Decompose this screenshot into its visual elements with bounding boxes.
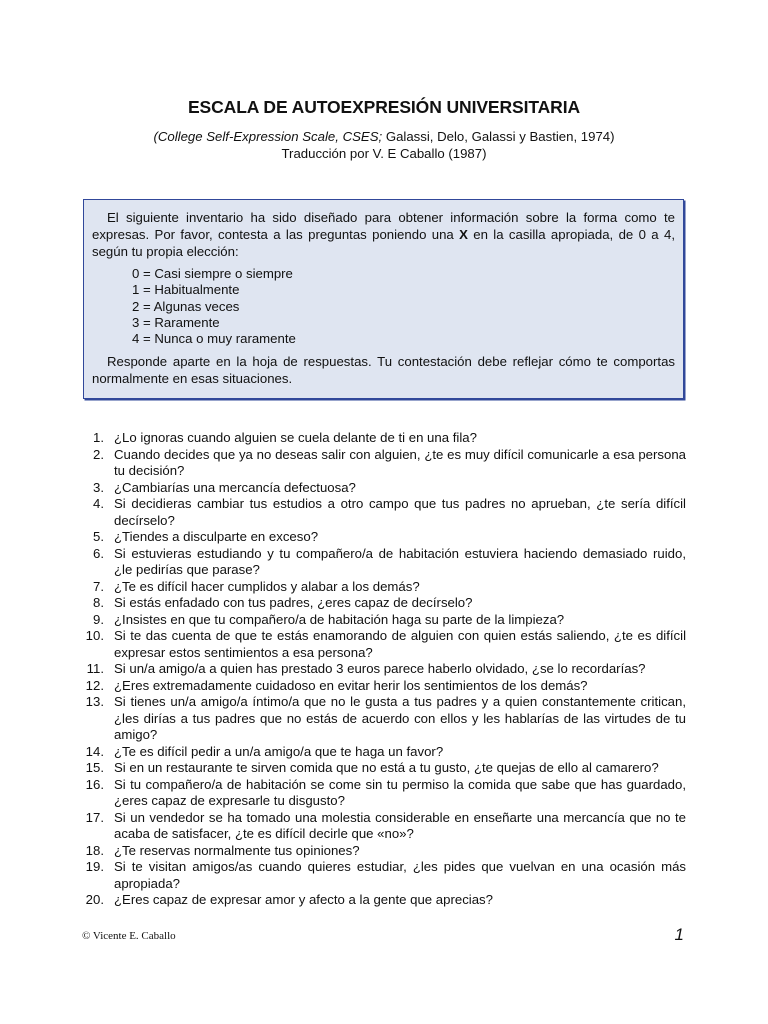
question-item xyxy=(82,843,686,860)
question-item xyxy=(82,777,686,810)
question-item xyxy=(82,447,686,480)
question-item xyxy=(82,496,686,529)
subtitle-block xyxy=(0,128,768,162)
question-item xyxy=(82,529,686,546)
question-number: 8. xyxy=(93,595,104,610)
question-number: 3. xyxy=(93,479,104,495)
question-text: Si tienes un/a amigo/a íntimo/a que no le gusta a tus padres y a quien constantemente critican, ¿les dirías a tus padres que no estás de acuerdo con ellos y les hablarías de las virtudes de tu amigo? xyxy=(114,694,686,742)
scale-item: 1 = Habitualmente xyxy=(132,282,240,298)
question-number: 17. xyxy=(85,809,104,825)
question-item xyxy=(82,744,686,761)
question-item xyxy=(82,892,686,909)
instructions-closing: Responde aparte en la hoja de respuestas. Tu contestación debe reflejar cómo te comportas normalmente en esas situaciones. xyxy=(92,354,675,387)
question-number: 19. xyxy=(85,859,104,874)
page-number: 1 xyxy=(674,925,684,944)
question-number: 1. xyxy=(93,430,104,445)
question-list xyxy=(82,430,686,909)
question-item xyxy=(82,579,686,596)
scale-item: 4 = Nunca o muy raramente xyxy=(132,331,296,347)
question-text: Si te das cuenta de que te estás enamorando de alguien con quien estás saliendo, ¿te es difícil expresar estos sentimientos a esa persona? xyxy=(114,628,686,660)
question-item xyxy=(82,595,686,612)
question-item xyxy=(82,546,686,579)
question-text: Si estás enfadado con tus padres, ¿eres capaz de decírselo? xyxy=(114,595,473,610)
question-text: Si decidieras cambiar tus estudios a otro campo que tus padres no aprueban, ¿te sería difícil decírselo? xyxy=(114,496,686,528)
source-citation xyxy=(0,128,768,145)
question-text: ¿Eres capaz de expresar amor y afecto a la gente que aprecias? xyxy=(114,892,493,907)
question-number: 4. xyxy=(93,496,104,511)
question-text: Si te visitan amigos/as cuando quieres estudiar, ¿les pides que vuelvan en una ocasión más apropiada? xyxy=(114,859,686,891)
question-text: Si en un restaurante te sirven comida que no está a tu gusto, ¿te quejas de ello al camarero? xyxy=(114,760,659,775)
question-item xyxy=(82,859,686,892)
question-number: 10. xyxy=(85,628,104,643)
question-text: ¿Insistes en que tu compañero/a de habitación haga su parte de la limpieza? xyxy=(114,611,565,627)
question-number: 6. xyxy=(93,545,104,561)
source-authors: Galassi, Delo, Galassi y Bastien, 1974) xyxy=(382,129,615,144)
question-number: 14. xyxy=(85,743,104,759)
question-number: 13. xyxy=(85,694,104,709)
question-item xyxy=(82,628,686,661)
question-item xyxy=(82,694,686,744)
source-scale-name: (College Self-Expression Scale, CSES; xyxy=(153,129,383,144)
question-text: Si un/a amigo/a a quien has prestado 3 euros parece haberlo olvidado, ¿se lo recordarías? xyxy=(114,661,646,676)
question-text: Si un vendedor se ha tomado una molestia considerable en enseñarte una mercancía que no te acaba de satisfacer, ¿te es difícil decirle que «no»? xyxy=(114,809,686,841)
instructions-box xyxy=(83,199,684,399)
question-item xyxy=(82,678,686,695)
page-title: ESCALA DE AUTOEXPRESIÓN UNIVERSITARIA xyxy=(187,97,581,117)
intro-text-start: El siguiente inventario ha sido diseñado para obtener información sobre la forma como te expresas. Por favor, contesta a las preguntas poniendo una xyxy=(92,210,675,242)
question-text: ¿Te reservas normalmente tus opiniones? xyxy=(114,842,360,858)
question-text: ¿Lo ignoras cuando alguien se cuela delante de ti en una fila? xyxy=(114,430,477,445)
question-item xyxy=(82,661,686,678)
question-text: Si tu compañero/a de habitación se come sin tu permiso la comida que sabe que has guardado, ¿eres capaz de expresarle tu disgusto? xyxy=(114,776,686,808)
question-text: ¿Eres extremadamente cuidadoso en evitar herir los sentimientos de los demás? xyxy=(114,677,588,693)
translation-credit: Traducción por V. E Caballo (1987) xyxy=(281,146,487,161)
instructions-intro xyxy=(92,209,675,260)
question-item xyxy=(82,760,686,777)
question-number: 20. xyxy=(85,892,104,907)
question-text: Cuando decides que ya no deseas salir con alguien, ¿te es muy difícil comunicarle a esa persona tu decisión? xyxy=(114,446,686,478)
question-text: ¿Te es difícil pedir a un/a amigo/a que te haga un favor? xyxy=(114,743,444,759)
intro-x-mark: X xyxy=(459,227,468,242)
response-scale-list xyxy=(92,266,675,347)
question-text: ¿Te es difícil hacer cumplidos y alabar a los demás? xyxy=(114,578,420,594)
question-item xyxy=(82,612,686,629)
question-number: 7. xyxy=(93,578,104,594)
scale-item: 2 = Algunas veces xyxy=(132,298,240,314)
copyright-notice: © Vicente E. Caballo xyxy=(82,930,176,942)
scale-item: 3 = Raramente xyxy=(132,314,220,330)
question-number: 18. xyxy=(85,842,104,858)
question-number: 15. xyxy=(85,760,104,775)
question-number: 11. xyxy=(86,661,104,676)
question-number: 9. xyxy=(93,611,104,627)
question-text: ¿Tiendes a disculparte en exceso? xyxy=(114,529,319,544)
question-text: Si estuvieras estudiando y tu compañero/a de habitación estuviera haciendo demasiado ruido, ¿le pedirías que parase? xyxy=(114,545,686,577)
question-text: ¿Cambiarías una mercancía defectuosa? xyxy=(114,479,356,495)
question-number: 16. xyxy=(85,776,104,792)
question-item xyxy=(82,430,686,447)
intro-text-end: en la casilla apropiada, de 0 a 4, según tu propia elección: xyxy=(92,227,675,259)
question-number: 5. xyxy=(93,529,104,544)
question-number: 12. xyxy=(85,677,104,693)
question-number: 2. xyxy=(93,446,104,462)
scale-item: 0 = Casi siempre o siempre xyxy=(132,266,293,281)
question-item xyxy=(82,810,686,843)
question-item xyxy=(82,480,686,497)
